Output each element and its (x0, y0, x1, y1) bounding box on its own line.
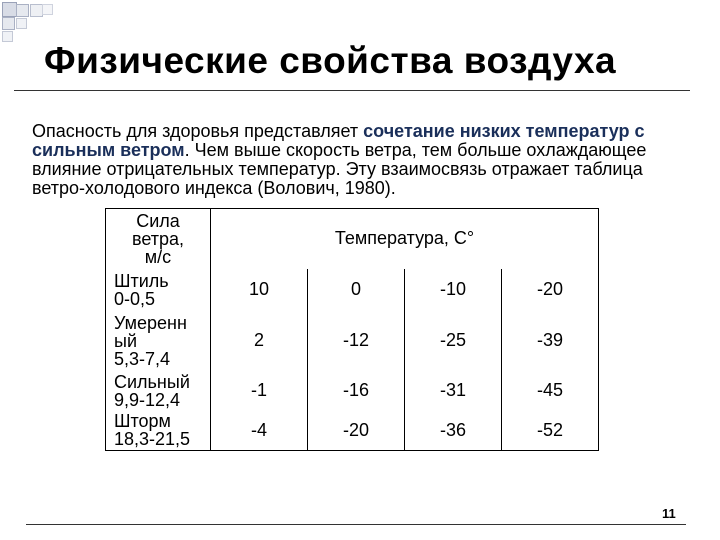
speed-header-line: м/с (144, 246, 172, 267)
speed-header-line: ветра, (131, 228, 185, 249)
table-header-row (106, 209, 599, 269)
row-label-line: 18,3-21,5 (114, 429, 191, 450)
intro-highlight: сочетание низких температур с сильным ветром (32, 121, 645, 160)
intro-paragraph (32, 122, 692, 198)
table-cell: -36 (405, 411, 502, 451)
row-label-line: Умеренн (114, 312, 187, 333)
table-cell: -52 (502, 411, 599, 451)
table-cell: -25 (405, 311, 502, 371)
title-divider (14, 90, 690, 91)
intro-text-part2: . Чем выше скорость ветра, тем больше охлаждающее влияние отрицательных температур. Эту взаимосвязь отражает таблица ветро-холодового индекса (Волович, 1980). (32, 140, 647, 198)
table-cell: -20 (502, 269, 599, 311)
row-label-line: 9,9-12,4 (114, 389, 181, 410)
table-row (106, 311, 599, 371)
table-cell: -1 (211, 371, 308, 411)
table-cell: -16 (308, 371, 405, 411)
row-label-line: 5,3-7,4 (114, 348, 171, 369)
row-label (106, 411, 211, 451)
row-label (106, 269, 211, 311)
speed-header (106, 209, 211, 269)
footer-divider (26, 524, 686, 525)
row-label (106, 311, 211, 371)
row-label-line: 0-0,5 (114, 288, 156, 309)
slide-title: Физические свойства воздуха (44, 40, 617, 81)
table-cell: -10 (405, 269, 502, 311)
page-number: 11 (662, 506, 676, 521)
temperature-header: Температура, С° (211, 209, 599, 269)
intro-text-part1: Опасность для здоровья представляет (32, 121, 364, 141)
table-cell: -20 (308, 411, 405, 451)
table-cell: -39 (502, 311, 599, 371)
table-row (106, 371, 599, 411)
table-cell: -12 (308, 311, 405, 371)
table-row (106, 269, 599, 311)
wind-chill-table (105, 208, 599, 451)
row-label-line: ый (114, 330, 137, 351)
table-cell: -45 (502, 371, 599, 411)
row-label (106, 371, 211, 411)
table-cell: 10 (211, 269, 308, 311)
table-cell: -31 (405, 371, 502, 411)
table-cell: -4 (211, 411, 308, 451)
table-row (106, 411, 599, 451)
row-label-line: Шторм (114, 411, 171, 432)
row-label-line: Штиль (114, 270, 169, 291)
row-label-line: Сильный (114, 371, 190, 392)
table-cell: 0 (308, 269, 405, 311)
speed-header-line: Сила (136, 210, 180, 231)
table-cell: 2 (211, 311, 308, 371)
